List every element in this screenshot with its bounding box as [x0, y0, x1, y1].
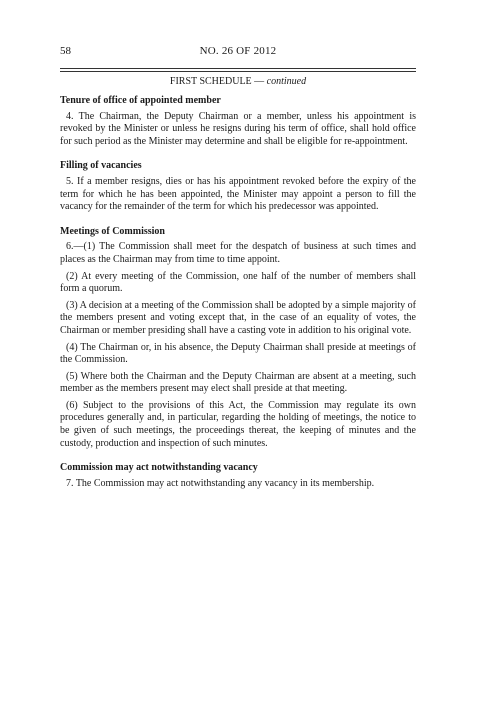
- section-filling-vacancies: [60, 160, 416, 213]
- header-rule-top: [60, 68, 416, 69]
- document-body: [60, 95, 416, 494]
- paragraph: (6) Subject to the provisions of this Act, the Commission may regulate its own procedures generally and, in particular, regarding the holding of meetings, the notice to be given of such meetings, the proceedings thereat, the keeping of minutes and the custody, production and inspection of such minutes.: [60, 399, 416, 449]
- section-meetings: [60, 226, 416, 451]
- section-heading: Tenure of office of appointed member: [60, 95, 221, 106]
- section-heading: Filling of vacancies: [60, 160, 142, 172]
- section-tenure: [60, 95, 416, 148]
- act-number: NO. 26 OF 2012: [199, 45, 277, 57]
- paragraph: 6.—(1) The Commission shall meet for the despatch of business at such times and places as the Chairman may from time to time appoint.: [60, 241, 416, 265]
- schedule-dash: —: [251, 76, 267, 87]
- schedule-title: FIRST SCHEDULE: [169, 76, 252, 87]
- running-header: [60, 44, 416, 58]
- page-number: 58: [60, 45, 71, 57]
- paragraph: (5) Where both the Chairman and the Deputy Chairman are absent at a meeting, such member as the members present may elect shall preside at that meeting.: [60, 370, 416, 395]
- schedule-heading: [60, 76, 416, 88]
- paragraph: (3) A decision at a meeting of the Commission shall be adopted by a simple majority of the members present and voting except that, in the case of an equality of votes, the Chairman or member presiding shall have a casting vote in addition to his original vote.: [60, 299, 416, 336]
- header-rule-bottom: [60, 71, 416, 72]
- section-vacancy: [60, 462, 416, 490]
- section-heading: Meetings of Commission: [60, 225, 165, 237]
- paragraph: 5. If a member resigns, dies or has his appointment revoked before the expiry of the term for which he has been appointed, the Minister may appoint a person to fill the vacancy for the remainder of the term for which his predecessor was appointed.: [60, 175, 416, 213]
- paragraph: 7. The Commission may act notwithstanding any vacancy in its membership.: [66, 477, 375, 489]
- section-heading: Commission may act notwithstanding vacancy: [60, 462, 258, 474]
- paragraph: 4. The Chairman, the Deputy Chairman or a member, unless his appointment is revoked by the Minister or unless he resigns during his term of office, shall hold office for such period as the Minister may determine and shall be eligible for re-appointment.: [60, 110, 416, 147]
- schedule-continued: continued: [266, 76, 307, 87]
- paragraph: (2) At every meeting of the Commission, one half of the number of members shall form a quorum.: [60, 270, 416, 295]
- paragraph: (4) The Chairman or, in his absence, the Deputy Chairman shall preside at meetings of the Commission.: [60, 341, 416, 366]
